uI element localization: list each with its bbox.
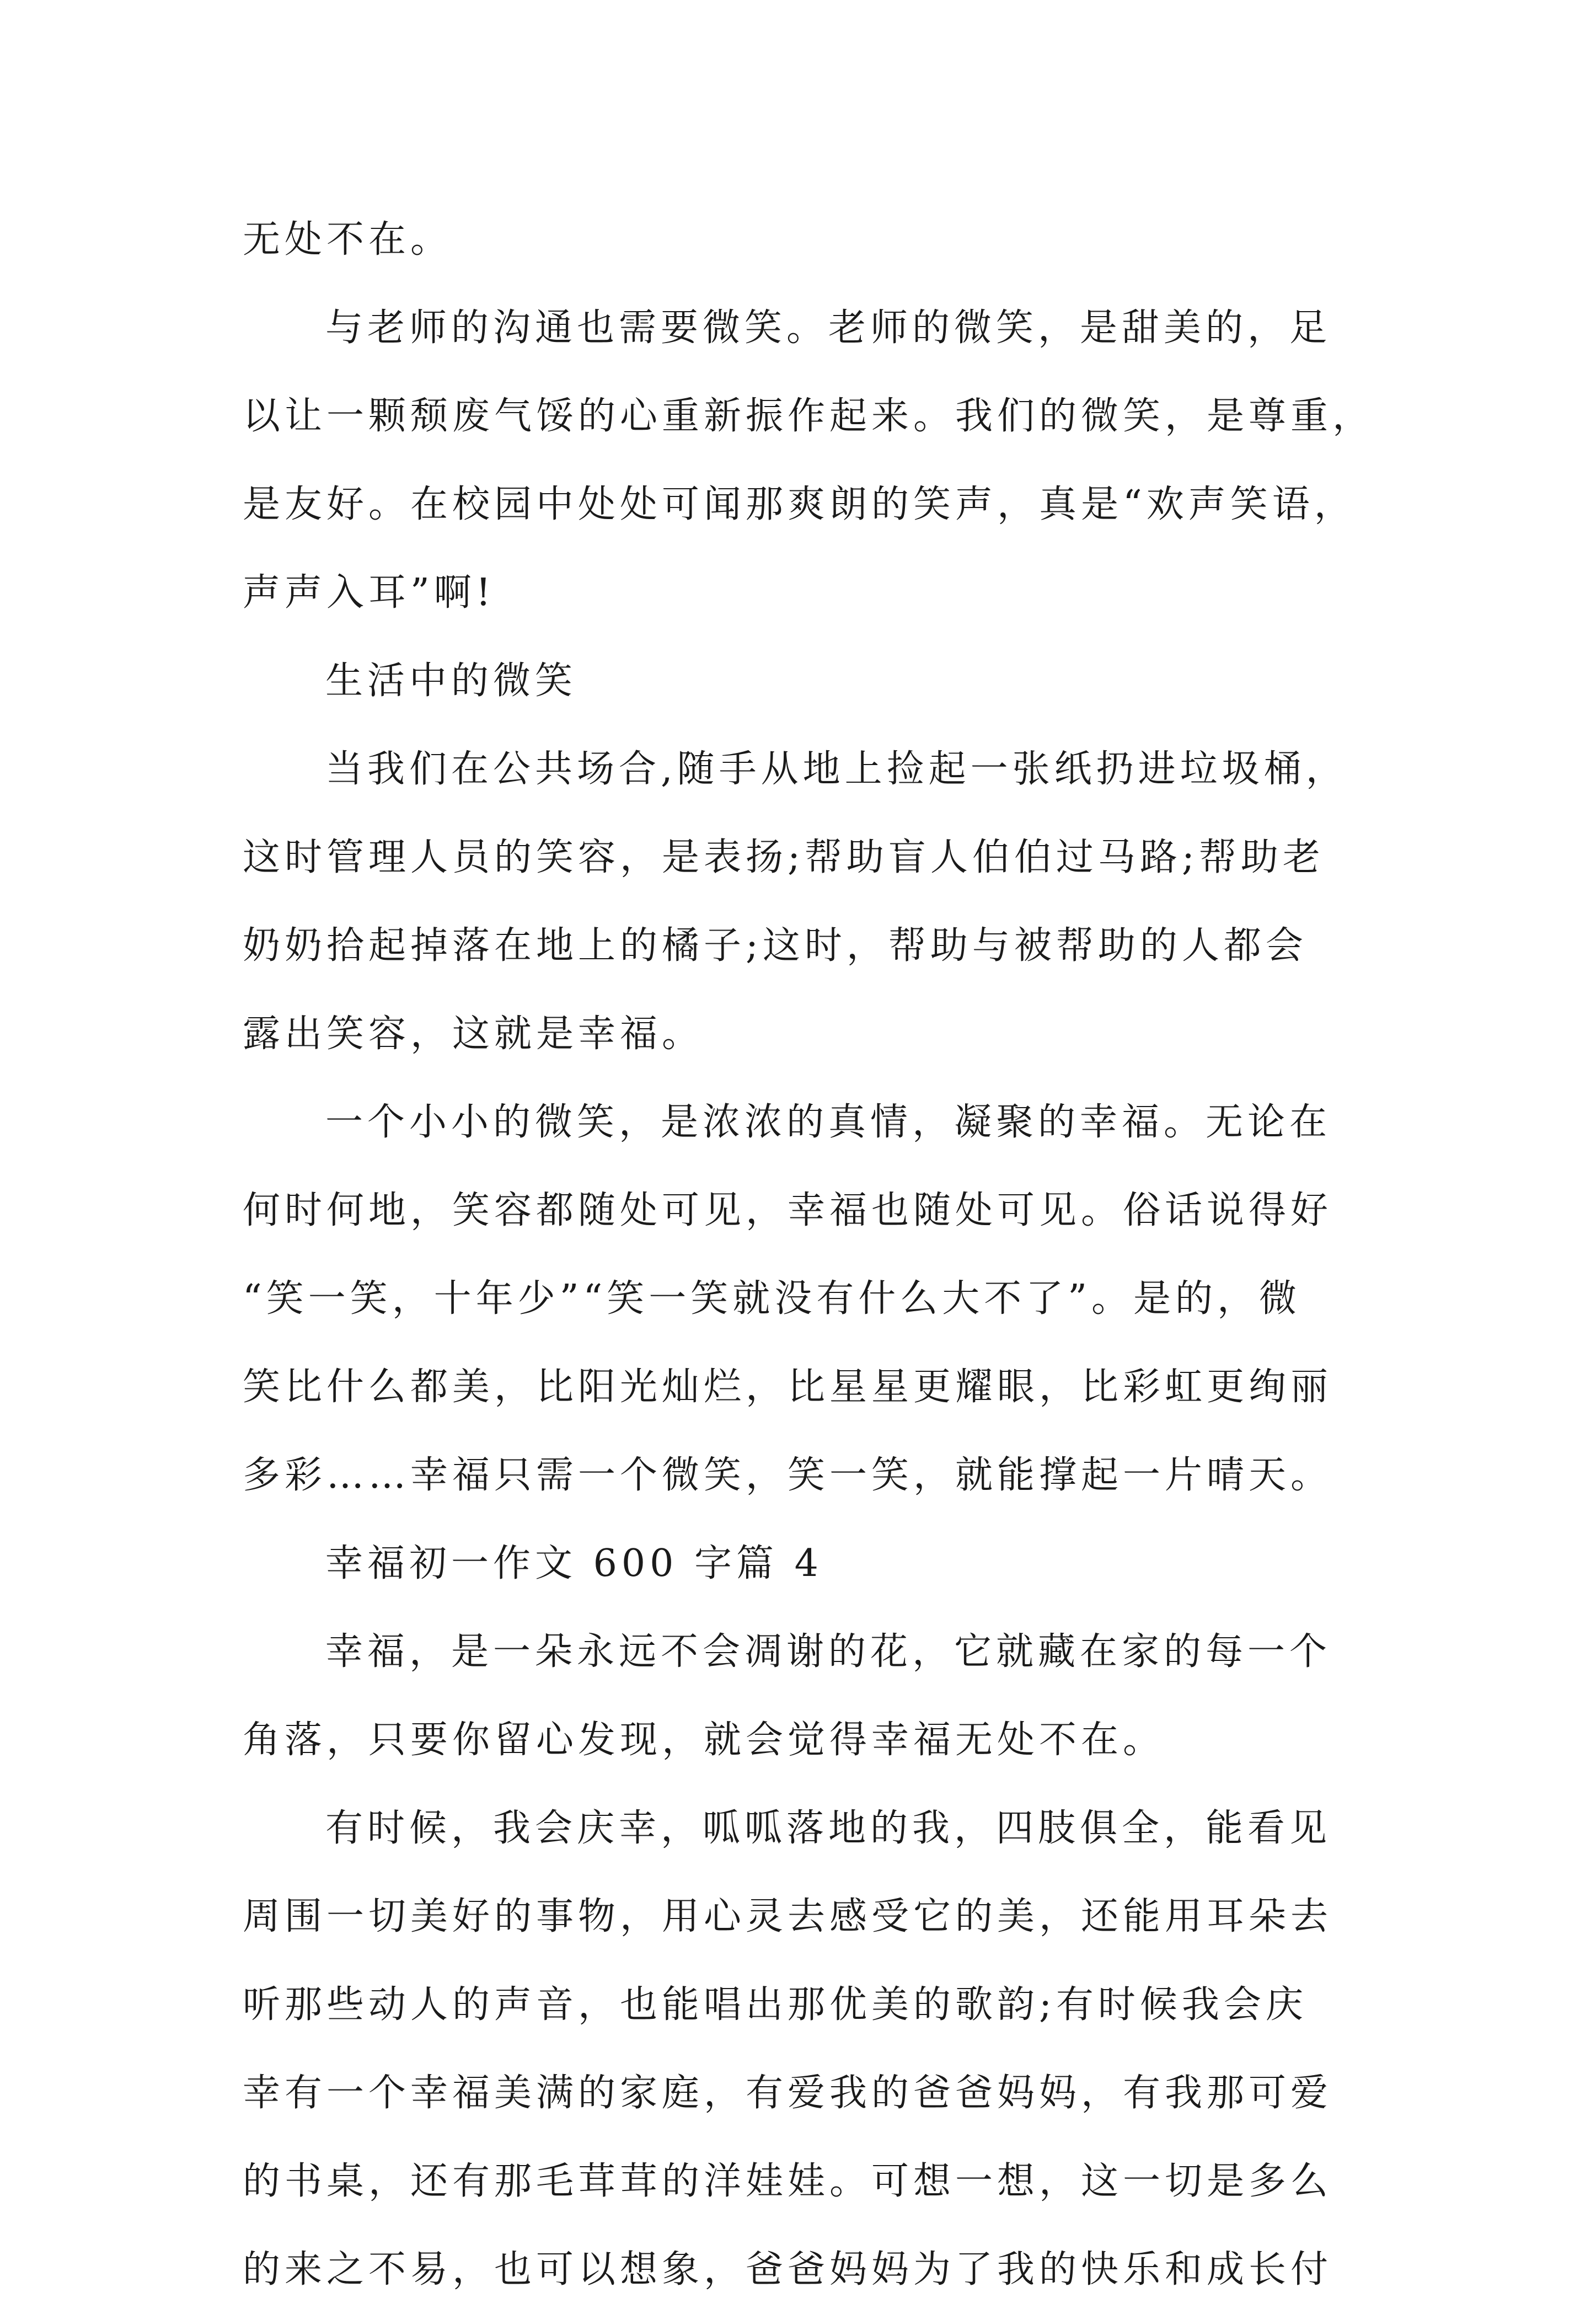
text-line: 露出笑容，这就是幸福。 <box>243 1012 704 1056</box>
text-line: 幸有一个幸福美满的家庭，有爱我的爸爸妈妈，有我那可爱 <box>243 2071 1333 2115</box>
paragraph-start-line: 与老师的沟通也需要微笑。老师的微笑，是甜美的，足 <box>325 306 1332 350</box>
text-line: 何时何地，笑容都随处可见，幸福也随处可见。俗话说得好 <box>243 1189 1333 1232</box>
paragraph-start-line: 当我们在公共场合,随手从地上捡起一张纸扔进垃圾桶， <box>325 747 1348 791</box>
section-heading: 幸福初一作文 600 字篇 4 <box>325 1542 823 1585</box>
text-line: 以让一颗颓废气馁的心重新振作起来。我们的微笑，是尊重， <box>243 394 1375 438</box>
text-line: 周围一切美好的事物，用心灵去感受它的美，还能用耳朵去 <box>243 1895 1333 1938</box>
text-line: 这时管理人员的笑容，是表扬;帮助盲人伯伯过马路;帮助老 <box>243 836 1325 879</box>
text-line: 笑比什么都美，比阳光灿烂，比星星更耀眼，比彩虹更绚丽 <box>243 1365 1333 1409</box>
text-line: 奶奶拾起掉落在地上的橘子;这时，帮助与被帮助的人都会 <box>243 924 1308 968</box>
text-line: 是友好。在校园中处处可闻那爽朗的笑声，真是“欢声笑语， <box>243 483 1356 526</box>
text-line: 的书桌，还有那毛茸茸的洋娃娃。可想一想，这一切是多么 <box>243 2160 1333 2203</box>
text-line: 声声入耳”啊! <box>243 571 496 614</box>
paragraph-start-line: 一个小小的微笑，是浓浓的真情，凝聚的幸福。无论在 <box>325 1100 1332 1144</box>
text-line: “笑一笑，十年少”“笑一笑就没有什么大不了”。是的，微 <box>243 1277 1302 1321</box>
text-line: 无处不在。 <box>243 218 453 261</box>
text-line: 多彩……幸福只需一个微笑，笑一笑，就能撑起一片晴天。 <box>243 1453 1333 1497</box>
section-heading: 生活中的微笑 <box>325 659 577 703</box>
text-line: 的来之不易，也可以想象，爸爸妈妈为了我的快乐和成长付 <box>243 2248 1333 2291</box>
paragraph-start-line: 幸福，是一朵永远不会凋谢的花，它就藏在家的每一个 <box>325 1630 1332 1674</box>
document-body <box>243 196 1375 2314</box>
text-line: 角落，只要你留心发现，就会觉得幸福无处不在。 <box>243 1718 1165 1762</box>
text-line: 听那些动人的声音，也能唱出那优美的歌韵;有时候我会庆 <box>243 1983 1308 2027</box>
paragraph-start-line: 有时候，我会庆幸，呱呱落地的我，四肢俱全，能看见 <box>325 1807 1332 1850</box>
